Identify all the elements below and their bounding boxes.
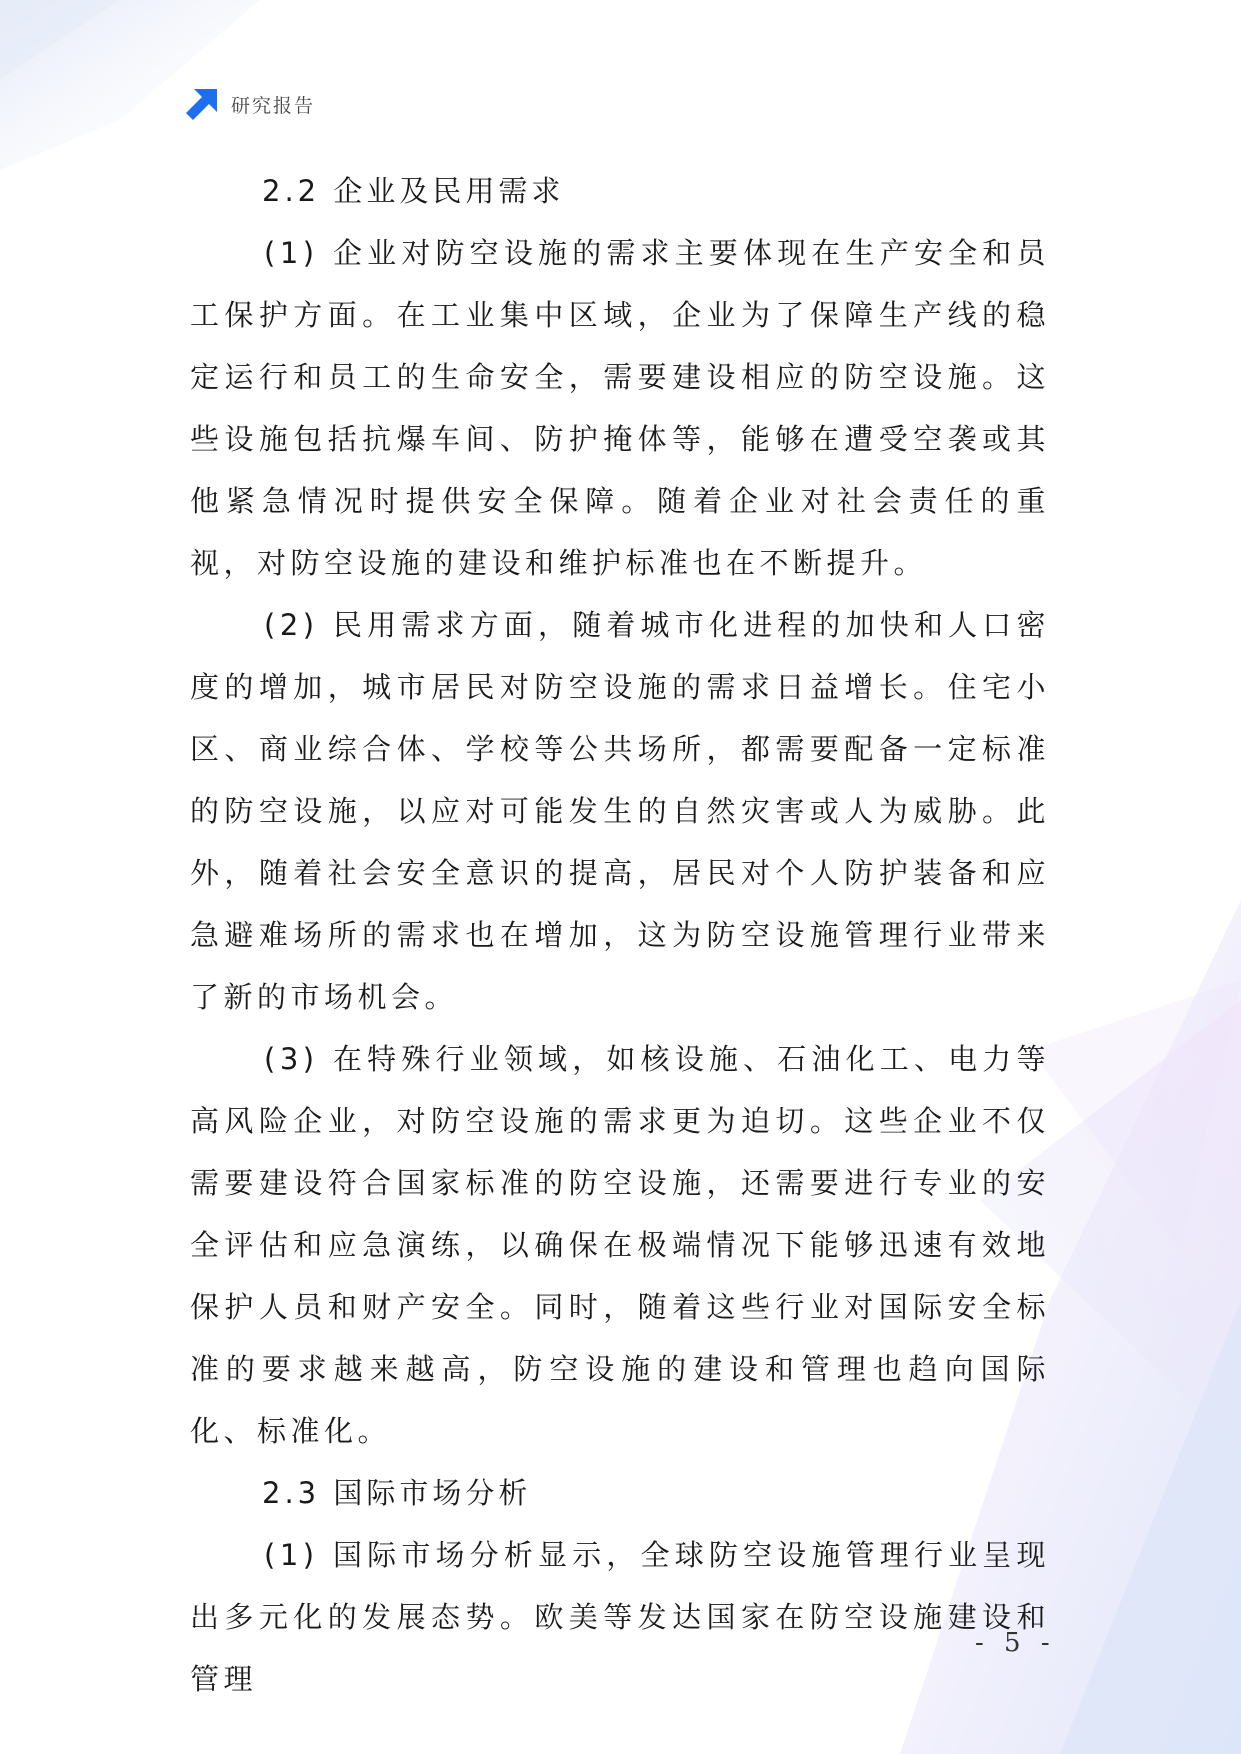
header-title: 研究报告	[231, 94, 316, 117]
paragraph: (1) 国际市场分析显示，全球防空设施管理行业呈现出多元化的发展态势。欧美等发达国家在防空设施建设和管理	[190, 1538, 1050, 1696]
paragraph: (3) 在特殊行业领域，如核设施、石油化工、电力等高风险企业，对防空设施的需求更为迫切。这些企业不仅需要建设符合国家标准的防空设施，还需要进行专业的安全评估和应急演练，以确保在极端情况下能够迅速有效地保护人员和财产安全。同时，随着这些行业对国际安全标准的要求越来越高，防空设施的建设和管理也趋向国际化、标准化。	[190, 1042, 1050, 1448]
section-heading-2-3: 2.3 国际市场分析	[262, 1476, 532, 1510]
document-body	[190, 160, 1050, 1710]
section-heading-2-2: 2.2 企业及民用需求	[262, 174, 565, 208]
paragraph: (2) 民用需求方面，随着城市化进程的加快和人口密度的增加，城市居民对防空设施的需求日益增长。住宅小区、商业综合体、学校等公共场所，都需要配备一定标准的防空设施，以应对可能发生的自然灾害或人为威胁。此外，随着社会安全意识的提高，居民对个人防护装备和应急避难场所的需求也在增加，这为防空设施管理行业带来了新的市场机会。	[190, 608, 1050, 1014]
page-header	[185, 86, 315, 122]
paragraph: (1) 企业对防空设施的需求主要体现在生产安全和员工保护方面。在工业集中区域，企业为了保障生产线的稳定运行和员工的生命安全，需要建设相应的防空设施。这些设施包括抗爆车间、防护掩体等，能够在遭受空袭或其他紧急情况时提供安全保障。随着企业对社会责任的重视，对防空设施的建设和维护标准也在不断提升。	[190, 236, 1050, 580]
arrow-logo-icon	[185, 87, 219, 121]
page-number: - 5 -	[975, 1628, 1056, 1658]
